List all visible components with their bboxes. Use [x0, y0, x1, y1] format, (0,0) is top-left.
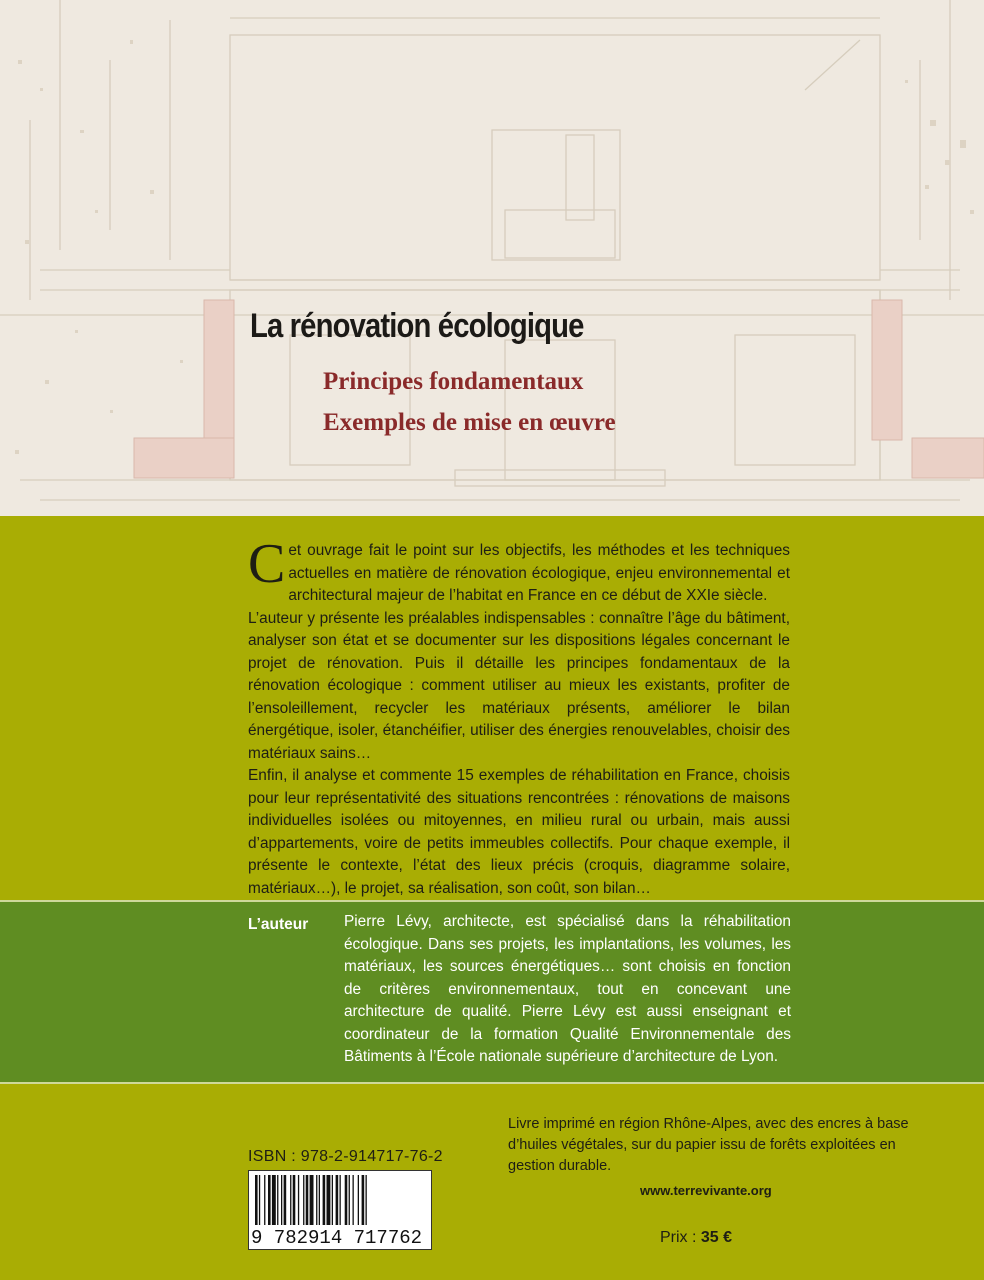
- barcode-bar: [277, 1175, 278, 1225]
- barcode-bar: [281, 1175, 282, 1225]
- description-paragraph-3: Enfin, il analyse et commente 15 exemples de réhabilitation en France, choisis pour leur représentativité des situations rencontrées : rénovations de maisons individuelles isolées ou mitoyennes, en milieu rural ou urbain, mais aussi d’appartements, voire de petits immeubles collectifs. Pour chaque exemple, il présente le contexte, l’état des lieux précis (croquis, diagramme solaire, matériaux…), le projet, sa réalisation, son coût, son bilan…: [248, 767, 790, 897]
- author-bio-text: Pierre Lévy, architecte, est spécialisé dans la réhabilitation écologique. Dans ses projets, les implantations, les volumes, les matériaux, les sources énergétiques… sont choisis en fonction de critères environnementaux, tout en concevant une architecture de qualité. Pierre Lévy est aussi enseignant et coordinateur de la formation Qualité Environnementale des Bâtiments à l’École nationale supérieure d’architecture de Lyon.: [344, 913, 791, 1065]
- barcode-digits: 9 782914 717762: [251, 1227, 423, 1249]
- dropcap-letter: C: [248, 533, 286, 595]
- printing-note: Livre imprimé en région Rhône-Alpes, avec des encres à base d’huiles végétales, sur du papier issu de forêts exploitées en gestion durable.: [508, 1116, 909, 1174]
- barcode-bar: [303, 1175, 304, 1225]
- barcode-bar: [366, 1175, 367, 1225]
- blueprint-header: [0, 0, 984, 516]
- barcode-bar: [349, 1175, 350, 1225]
- description-text-1: et ouvrage fait le point sur les objectifs, les méthodes et les techniques actuelles en matière de rénovation écologique, enjeu environnemental et architectural majeur de l’habitat en France en ce début de XXIe siècle.: [288, 542, 790, 604]
- barcode-bar: [310, 1175, 314, 1225]
- author-bio: [344, 911, 791, 1069]
- book-subtitle-2: Exemples de mise en œuvre: [323, 409, 616, 436]
- barcode-bar: [306, 1175, 309, 1225]
- barcode-bar: [327, 1175, 331, 1225]
- barcode-bar: [293, 1175, 296, 1225]
- price: [660, 1229, 732, 1247]
- price-label: Prix :: [660, 1229, 701, 1246]
- barcode-bar: [345, 1175, 348, 1225]
- barcode: [248, 1170, 432, 1250]
- barcode-bar: [362, 1175, 365, 1225]
- barcode-bar: [268, 1175, 271, 1225]
- price-value: 35 €: [700, 1229, 733, 1246]
- barcode-bar: [353, 1175, 354, 1225]
- description-paragraph-1: [248, 533, 790, 608]
- author-label: L’auteur: [248, 916, 309, 933]
- website-link[interactable]: www.terrevivante.org: [640, 1183, 772, 1198]
- barcode-bar: [323, 1175, 326, 1225]
- barcode-bars: [253, 1175, 429, 1227]
- barcode-bar: [284, 1175, 287, 1225]
- barcode-bar: [336, 1175, 339, 1225]
- barcode-bar: [319, 1175, 320, 1225]
- barcode-bar: [358, 1175, 359, 1225]
- barcode-bar: [316, 1175, 317, 1225]
- blueprint-drawing: [0, 0, 984, 516]
- barcode-bar: [264, 1175, 265, 1225]
- book-subtitle-1: Principes fondamentaux: [323, 368, 584, 395]
- barcode-bar: [340, 1175, 341, 1225]
- barcode-bar: [298, 1175, 299, 1225]
- barcode-bar: [290, 1175, 291, 1225]
- description-paragraph-2: L’auteur y présente les préalables indispensables : connaître l’âge du bâtiment, analyser son état et se documenter sur les dispositions légales concernant le projet de rénovation. Puis il détaille les principes fondamentaux de la rénovation écologique : comment utiliser au mieux les existants, profiter de l’ensoleillement, recycler les matériaux présents, améliorer le bilan énergétique, isoler, étanchéifier, utiliser des énergies renouvelables, choisir des matériaux sains…: [248, 609, 790, 762]
- book-title: La rénovation écologique: [250, 307, 584, 345]
- isbn-label: ISBN : 978-2-914717-76-2: [248, 1148, 443, 1165]
- barcode-bar: [255, 1175, 258, 1225]
- book-description: [248, 533, 790, 900]
- barcode-bar: [272, 1175, 276, 1225]
- barcode-bar: [332, 1175, 333, 1225]
- barcode-bar: [259, 1175, 260, 1225]
